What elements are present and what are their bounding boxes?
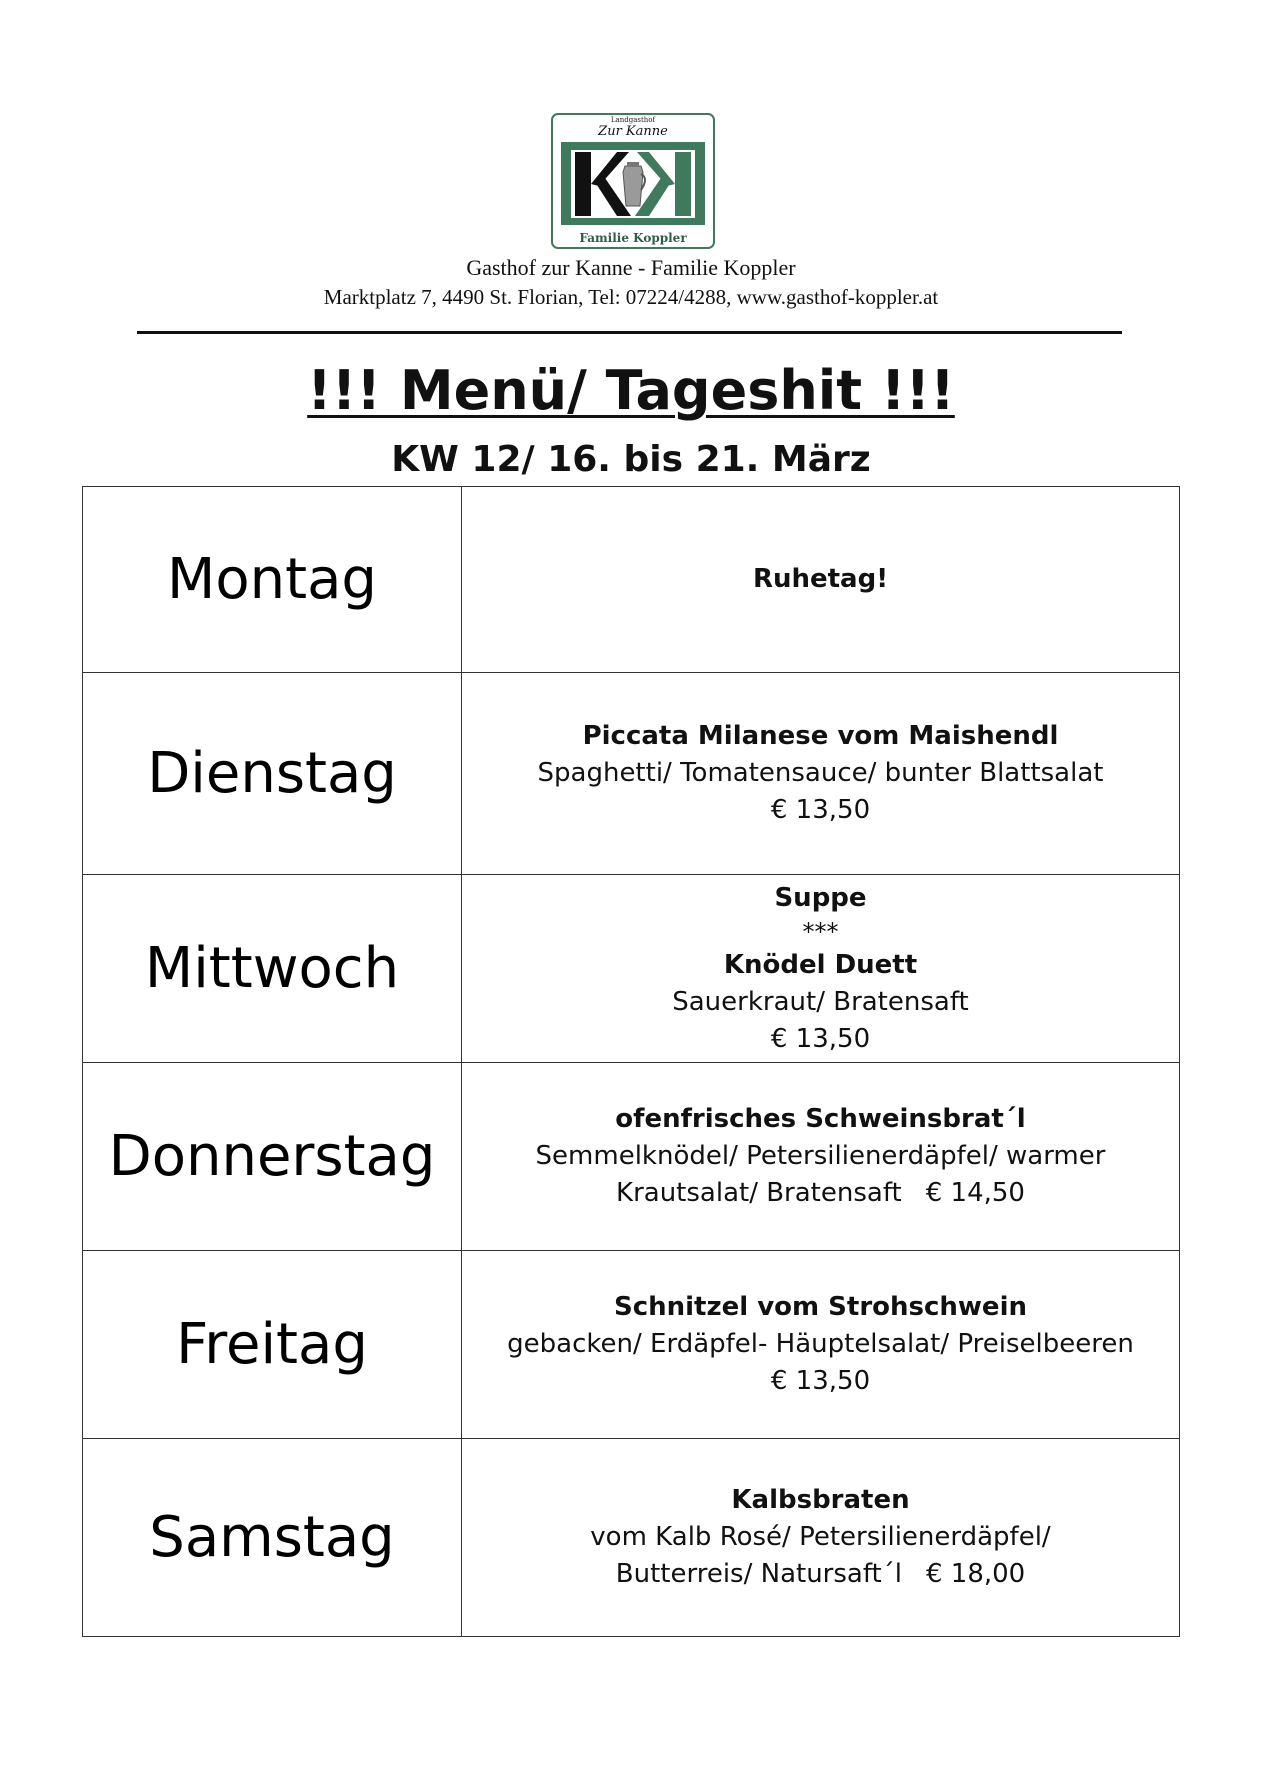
day-label: Montag (83, 487, 462, 673)
dish-price: € 14,50 (925, 1178, 1025, 1208)
dish-cell (462, 673, 1180, 875)
menu-row-freitag (83, 1251, 1180, 1439)
address-line-1: Gasthof zur Kanne - Familie Koppler (466, 255, 796, 280)
soup-label: Suppe (774, 882, 867, 913)
dish-cell (462, 487, 1180, 673)
dish-name: Knödel Duett (723, 949, 918, 980)
menu-row-donnerstag (83, 1063, 1180, 1251)
dish-cell (462, 1439, 1180, 1637)
dish-name: Ruhetag! (752, 564, 889, 594)
logo-top-text: Landgasthof (610, 116, 656, 124)
dish-name: ofenfrisches Schweinsbrat´l (615, 1104, 1026, 1134)
dish-cell (462, 875, 1180, 1063)
day-label: Mittwoch (83, 875, 462, 1063)
dish-sides: vom Kalb Rosé/ Petersilienerdäpfel/ (590, 1522, 1051, 1552)
logo-name-text: Zur Kanne (598, 124, 668, 139)
dish-sides-and-price (462, 1175, 1179, 1212)
header-divider (137, 331, 1122, 334)
dish-name: Piccata Milanese vom Maishendl (582, 721, 1059, 751)
menu-row-montag (83, 487, 1180, 673)
page-title (0, 358, 1262, 424)
dish-cell (462, 1063, 1180, 1251)
day-label: Samstag (83, 1439, 462, 1637)
dish-name: Schnitzel vom Strohschwein (613, 1292, 1027, 1322)
dish-price: € 13,50 (770, 795, 871, 825)
dish-cell (462, 1251, 1180, 1439)
dish-price: € 13,50 (770, 1366, 871, 1396)
logo-bottom-text: Familie Koppler (579, 231, 687, 245)
dish-sides-and-price (462, 1556, 1179, 1593)
page-subtitle: KW 12/ 16. bis 21. März (391, 439, 871, 480)
day-label: Dienstag (83, 673, 462, 875)
dish-sides: Krautsalat/ Bratensaft (616, 1178, 902, 1208)
dish-price: € 18,00 (925, 1559, 1026, 1589)
menu-row-samstag (83, 1439, 1180, 1637)
restaurant-logo (551, 113, 715, 249)
dish-sides: Semmelknödel/ Petersilienerdäpfel/ warmer (535, 1141, 1106, 1171)
dish-price: € 13,50 (770, 1023, 871, 1054)
page-title-text: !!! Menü/ Tageshit !!! (307, 359, 955, 422)
dish-sides: Sauerkraut/ Bratensaft (672, 986, 969, 1017)
day-label: Donnerstag (83, 1063, 462, 1251)
dish-sides: gebacken/ Erdäpfel- Häuptelsalat/ Preiselbeeren (507, 1329, 1134, 1359)
logo-monogram (561, 142, 705, 225)
dish-name: Kalbsbraten (731, 1485, 910, 1515)
dish-sides: Butterreis/ Natursaft´l (615, 1559, 902, 1589)
day-label: Freitag (83, 1251, 462, 1439)
menu-row-mittwoch (83, 875, 1180, 1063)
address-line-2: Marktplatz 7, 4490 St. Florian, Tel: 07224/4288, www.gasthof-koppler.at (323, 285, 939, 309)
kk-monogram-icon (561, 142, 705, 225)
menu-row-dienstag (83, 673, 1180, 875)
menu-table (82, 486, 1180, 1637)
dish-sides: Spaghetti/ Tomatensauce/ bunter Blattsalat (537, 758, 1104, 788)
course-separator: *** (802, 917, 839, 946)
